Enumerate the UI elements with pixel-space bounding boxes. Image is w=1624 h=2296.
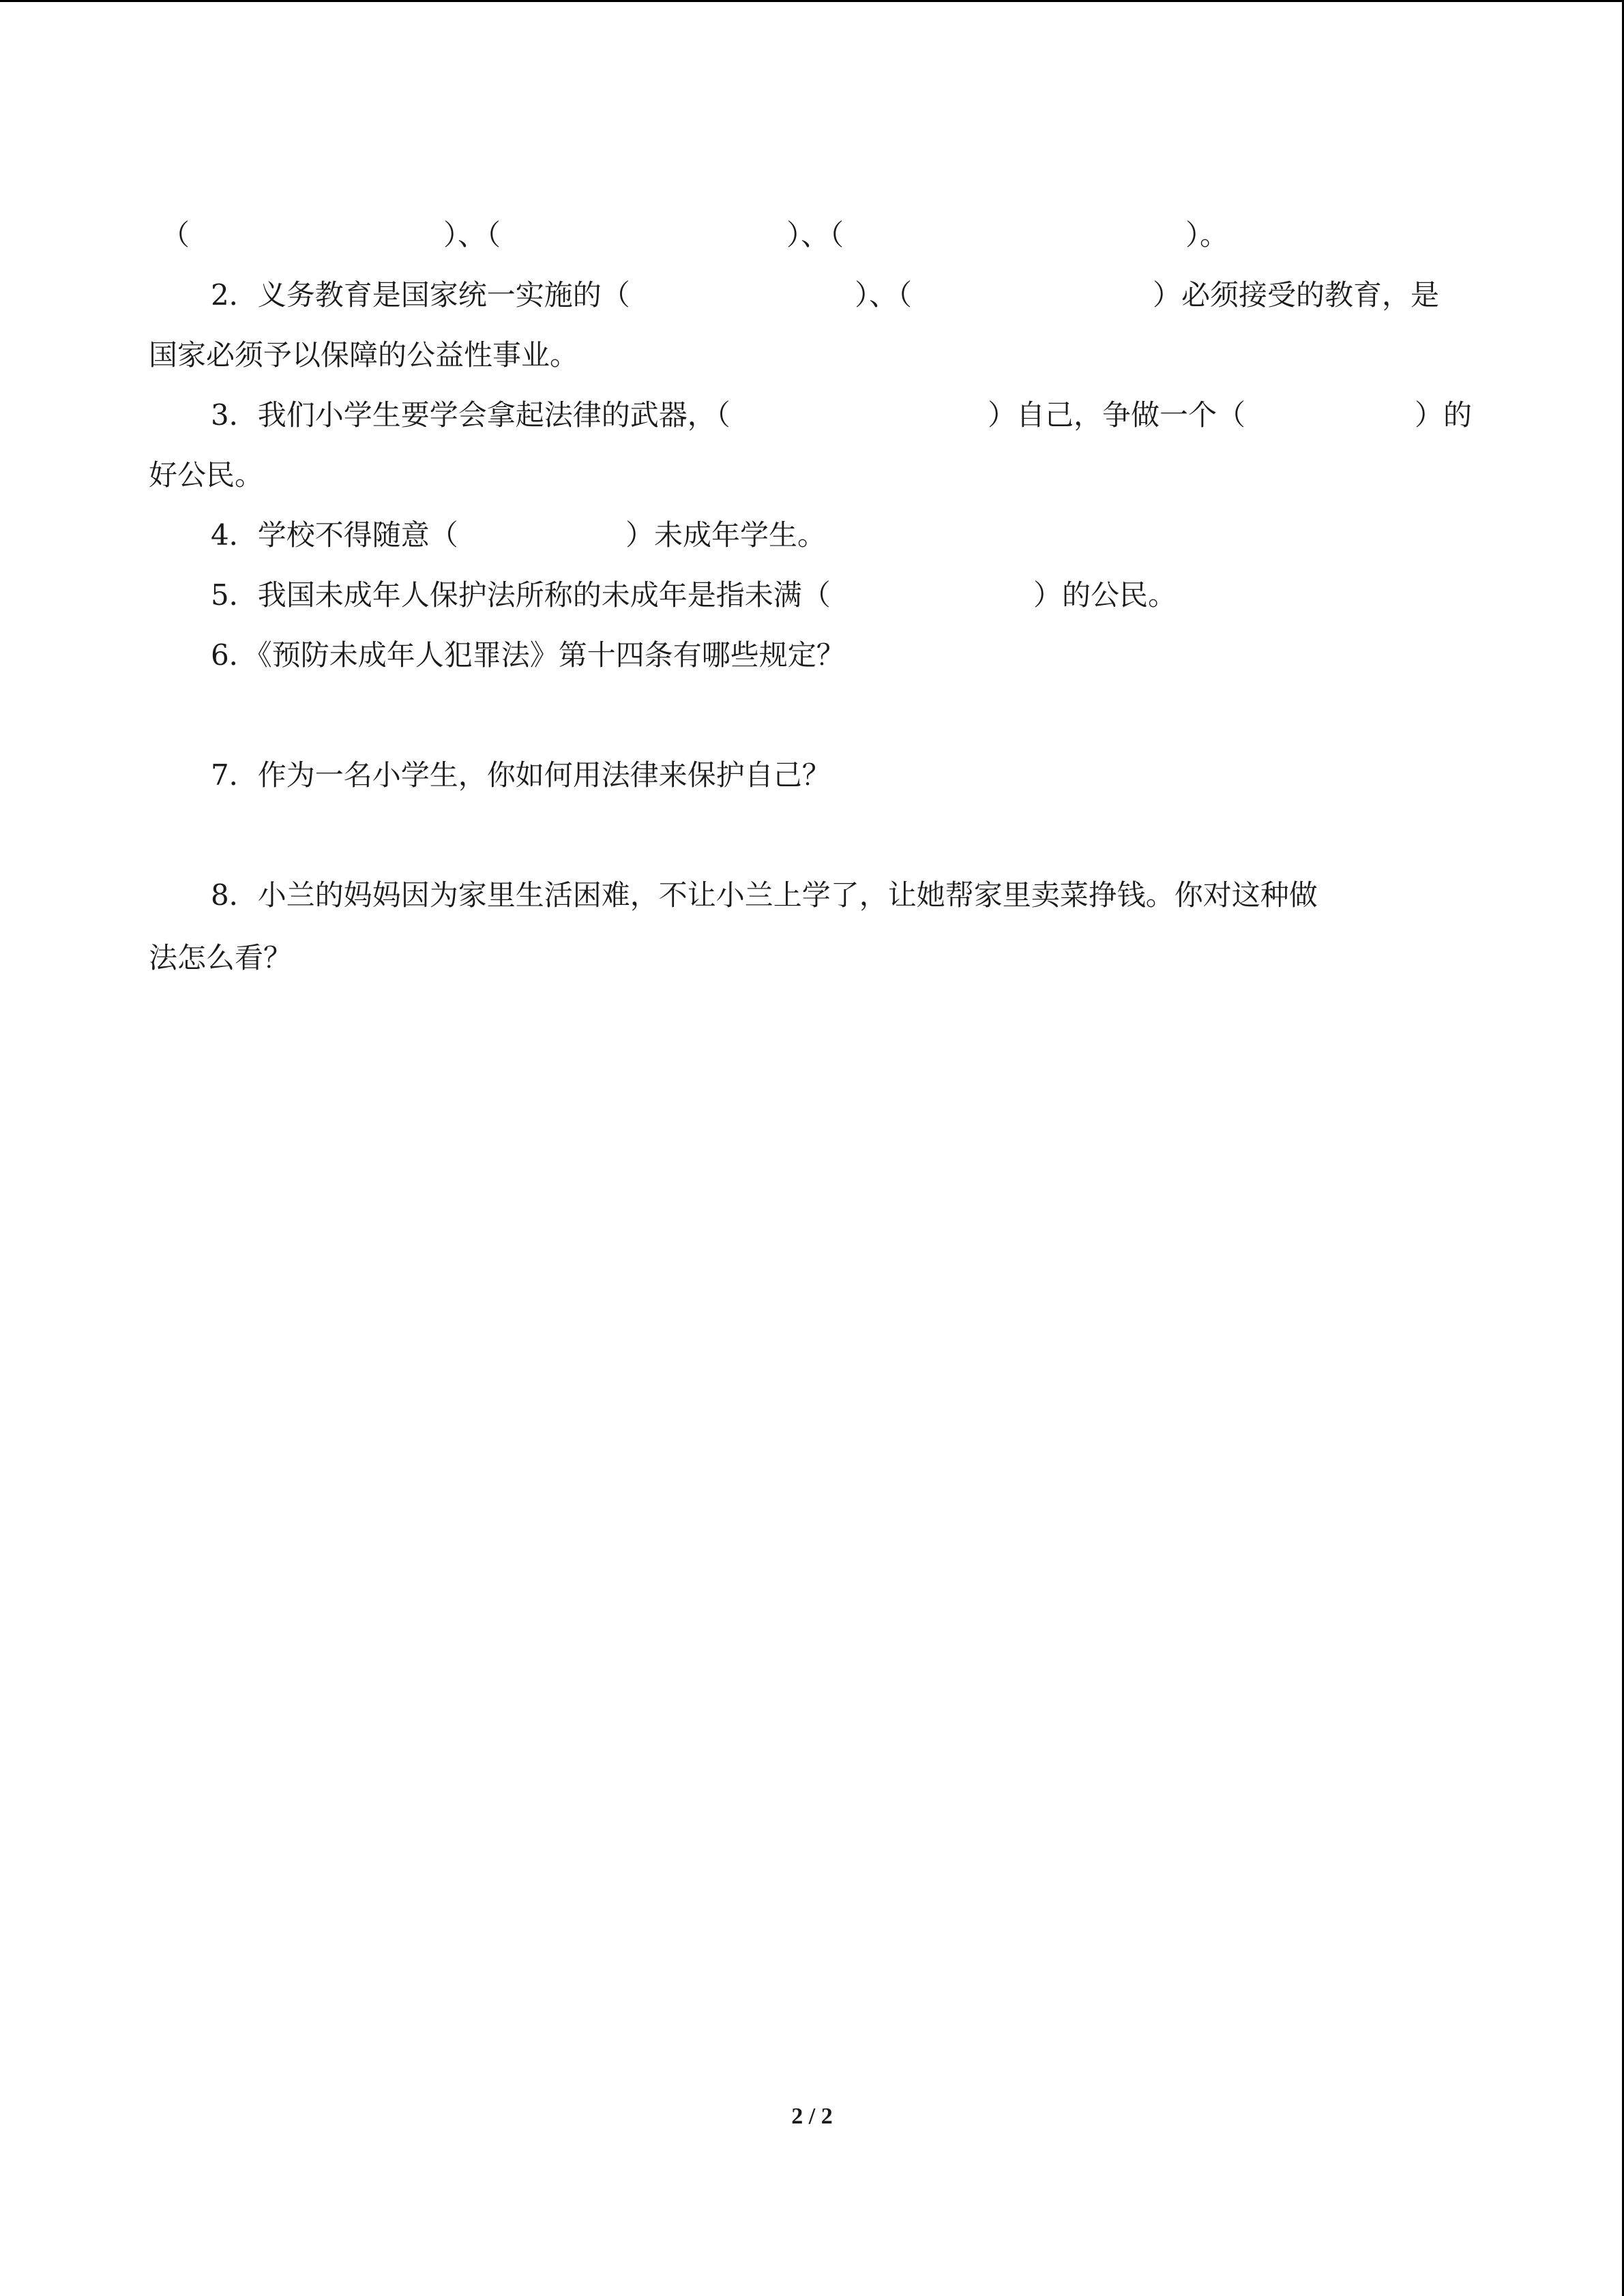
question-5-line (0, 575, 1624, 616)
question-6-line (0, 635, 1624, 676)
question-5-text-part-2: ）的公民。 (1033, 578, 1177, 612)
question-2-text-part-3: ）必须接受的教育，是 (1153, 278, 1440, 312)
question-3-text-part-2: ）自己，争做一个（ (988, 398, 1246, 432)
question-1-blank-1-open: （ (161, 218, 190, 252)
question-2-line-2 (0, 335, 1624, 376)
page-number: 2 / 2 (791, 2104, 833, 2129)
question-2-text-part-2: ）、（ (855, 278, 913, 312)
page-top-border (0, 0, 1624, 2)
question-1-blanks-line (0, 215, 1624, 256)
question-7-text: 7．作为一名小学生，你如何用法律来保护自己？ (211, 758, 831, 792)
question-4-line (0, 515, 1624, 556)
question-1-blank-3-close: ）。 (1185, 218, 1229, 252)
question-2-text-part-1: 2．义务教育是国家统一实施的（ (211, 278, 630, 312)
question-1-blank-1-close: ）、（ (443, 218, 501, 252)
question-3-text-part-1: 3．我们小学生要学会拿起法律的武器，（ (211, 398, 730, 432)
question-3-line-2 (0, 455, 1624, 496)
question-8-text-line-1: 8．小兰的妈妈因为家里生活困难，不让小兰上学了，让她帮家里卖菜挣钱。你对这种做 (211, 878, 1318, 912)
question-3-text-line-2: 好公民。 (149, 458, 264, 492)
question-8-line-1 (0, 875, 1624, 916)
question-8-line-2 (0, 938, 1624, 979)
question-6-text: 6．《预防未成年人犯罪法》第十四条有哪些规定？ (211, 638, 845, 672)
question-4-text-part-2: ）未成年学生。 (625, 518, 827, 552)
question-8-text-line-2: 法怎么看？ (149, 941, 293, 974)
question-2-line-1 (0, 275, 1624, 316)
question-1-blank-2-close: ）、（ (786, 218, 844, 252)
question-2-text-line-2: 国家必须予以保障的公益性事业。 (149, 338, 579, 372)
question-5-text-part-1: 5．我国未成年人保护法所称的未成年是指未满（ (211, 578, 831, 612)
question-4-text-part-1: 4．学校不得随意（ (211, 518, 458, 552)
question-3-text-part-3: ）的 (1415, 398, 1473, 432)
question-3-line-1 (0, 395, 1624, 436)
question-7-line (0, 755, 1624, 796)
